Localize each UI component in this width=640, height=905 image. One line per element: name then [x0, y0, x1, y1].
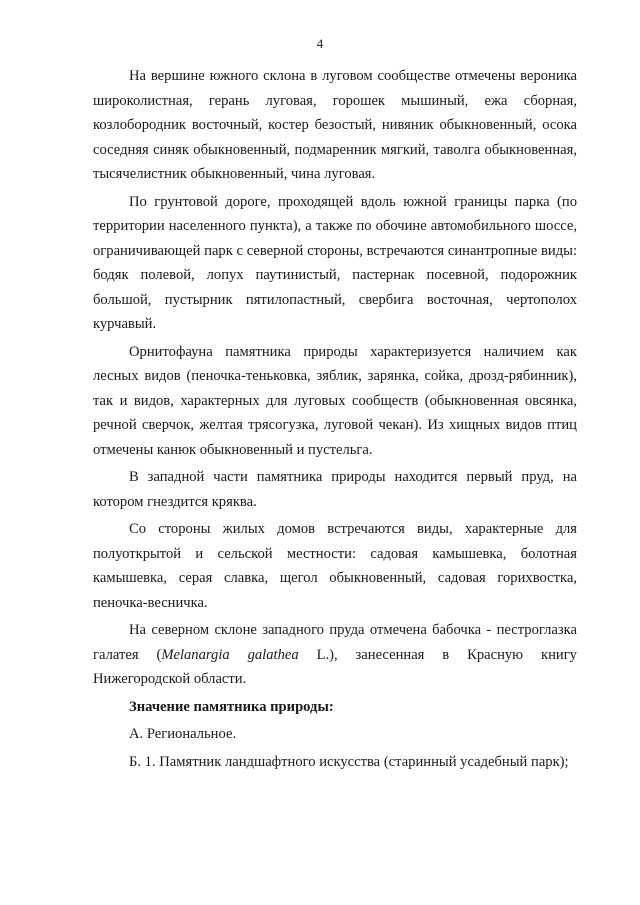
significance-heading: Значение памятника природы:	[129, 698, 334, 715]
paragraph-residential-birds: Со стороны жилых домов встречаются виды, характерные для полуоткрытой и сельской местности: садовая камышевка, болотная камышевка, серая славка, щегол обыкновенный, садовая горихвостка, пеночка-весничка.	[93, 521, 577, 611]
paragraph-meadow-flora: На вершине южного склона в луговом сообществе отмечены вероника широколистная, герань луговая, горошек мышиный, ежа сборная, козлобородник восточный, костер безостый, нивяник обыкновенный, осока соседняя синяк обыкновенный, подмаренник мягкий, таволга обыкновенная, тысячелистник обыкновенный, чина луговая.	[93, 68, 577, 182]
paragraph-western-pond: В западной части памятника природы находится первый пруд, на котором гнездится кряква.	[93, 469, 577, 510]
paragraph-synanthropic-species: По грунтовой дороге, проходящей вдоль южной границы парка (по территории населенного пункта), а также по обочине автомобильного шоссе, ограничивающей парк с северной стороны, встречаются синантропные виды: бодяк полевой, лопух паутинистый, пастернак посевной, подорожник большой, пустырник пятилопастный, свербига восточная, чертополох курчавый.	[93, 193, 577, 332]
butterfly-text-before: На северном склоне западного пруда отмечена бабочка - пестроглазка галатея (	[93, 622, 577, 663]
significance-item-b: Б. 1. Памятник ландшафтного искусства (старинный усадебный парк);	[129, 753, 569, 770]
paragraph-ornithofauna: Орнитофауна памятника природы характеризуется наличием как лесных видов (пеночка-теньковка, зяблик, зарянка, сойка, дрозд-рябинник), так и видов, характерных для луговых сообществ (обыкновенная овсянка, речной сверчок, желтая трясогузка, луговой чекан). Из хищных видов птиц отмечены канюк обыкновенный и пустельга.	[93, 343, 577, 458]
butterfly-latin-name: Melanargia galathea	[161, 646, 299, 663]
significance-item-a: А. Региональное.	[129, 726, 237, 742]
paragraph-butterfly	[93, 618, 577, 692]
document-body	[93, 64, 577, 774]
page-number: 4	[316, 36, 324, 51]
butterfly-text-after: L.), занесенная в Красную книгу Нижегородской области.	[93, 646, 577, 687]
